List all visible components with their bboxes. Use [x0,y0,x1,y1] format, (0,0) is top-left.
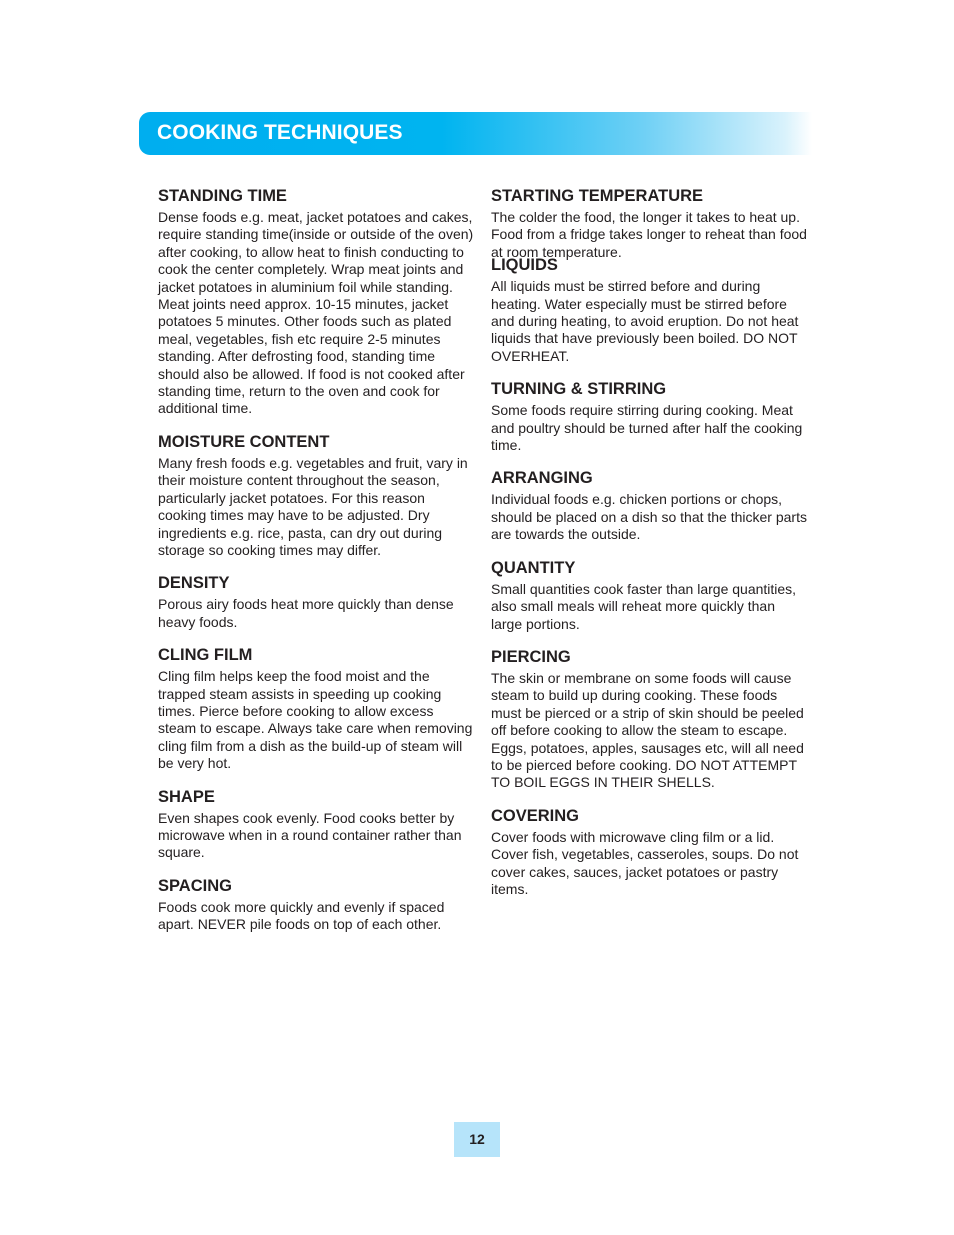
right-column [491,186,809,898]
section-body: The colder the food, the longer it takes to heat up. Food from a fridge takes longer to reheat than food at room temperature. [491,209,807,260]
section-title: DENSITY [158,574,230,593]
section-title: COVERING [491,806,580,825]
page-title: COOKING TECHNIQUES [157,121,403,144]
section-title: MOISTURE CONTENT [158,432,330,451]
section-title: STANDING TIME [158,187,287,205]
section-title: PIERCING [491,647,571,666]
section-title: QUANTITY [491,558,576,577]
section-body: Cover foods with microwave cling film or a lid. Cover fish, vegetables, casseroles, soups. Do not cover cakes, sauces, jacket potatoes or pastry items. [491,828,799,897]
section-header-banner [139,112,812,155]
section-starting-temperature [491,186,809,261]
section-standing-time [158,186,474,418]
section-body: Individual foods e.g. chicken portions or chops, should be placed on a dish so that the thicker parts are towards the outside. [491,491,807,543]
section-title: ARRANGING [491,469,593,488]
section-title: CLING FILM [158,646,253,665]
section-body: Cling film helps keep the food moist and the trapped steam assists in speeding up cooking times. Pierce before cooking to allow excess steam to escape. Always take care when removing cling film from a dish as the build-up of steam will be very hot. [158,668,473,772]
section-moisture-content [158,432,474,559]
section-body: Some foods require stirring during cooking. Meat and poultry should be turned after half the cooking time. [491,402,803,454]
section-turning-stirring [491,379,809,454]
page-number: 12 [454,1122,500,1157]
section-body: Dense foods e.g. meat, jacket potatoes and cakes, require standing time(inside or outside of the oven) after cooking, to allow heat to finish conducting to cook the center completely. Wrap meat joints and jacket potatoes in aluminium foil while standing. Meat joints need approx. 10-15 minutes, jacket potatoes 5 minutes. Other foods such as plated meal, vegetables, fish etc require 2-5 minutes standing. After defrosting food, standing time should also be allowed. If food is not cooked after standing time, return to the oven and cook for additional time. [158,209,474,417]
section-body: All liquids must be stirred before and during heating. Water especially must be stirred before and during heating, to avoid eruption. Do not heat liquids that have previously been boiled. DO NOT OVERHEAT. [491,278,799,364]
section-title: SHAPE [158,787,215,806]
section-body: Even shapes cook evenly. Food cooks better by microwave when in a round container rather than square. [158,809,462,861]
section-spacing [158,876,474,934]
section-piercing [491,647,809,792]
section-cling-film [158,645,474,772]
section-body: Small quantities cook faster than large quantities, also small meals will reheat more quickly than large portions. [491,580,797,632]
section-density [158,573,474,631]
section-body: The skin or membrane on some foods will cause steam to build up during cooking. These foods must be pierced or a strip of skin should be peeled off before cooking to allow the steam to escape. Eggs, potatoes, apples, sausages etc, will all need to be pierced before cooking. DO NOT ATTEMPT TO BOIL EGGS IN THEIR SHELLS. [491,669,804,791]
section-title: LIQUIDS [491,256,558,275]
section-title: SPACING [158,876,232,895]
section-body: Many fresh foods e.g. vegetables and fruit, vary in their moisture content throughout the season, particularly jacket potatoes. For this reason cooking times may have to be adjusted. Dry ingredients e.g. rice, pasta, can dry out during storage so cooking times may differ. [158,454,468,558]
section-body: Foods cook more quickly and evenly if spaced apart. NEVER pile foods on top of each other. [158,898,445,933]
section-shape [158,787,474,862]
section-covering [491,806,809,899]
section-quantity [491,558,809,633]
left-column [158,186,474,934]
section-body: Porous airy foods heat more quickly than dense heavy foods. [158,596,454,630]
section-liquids [491,255,809,365]
section-arranging [491,468,809,543]
section-title: TURNING & STIRRING [491,380,667,399]
section-title: STARTING TEMPERATURE [491,187,704,205]
